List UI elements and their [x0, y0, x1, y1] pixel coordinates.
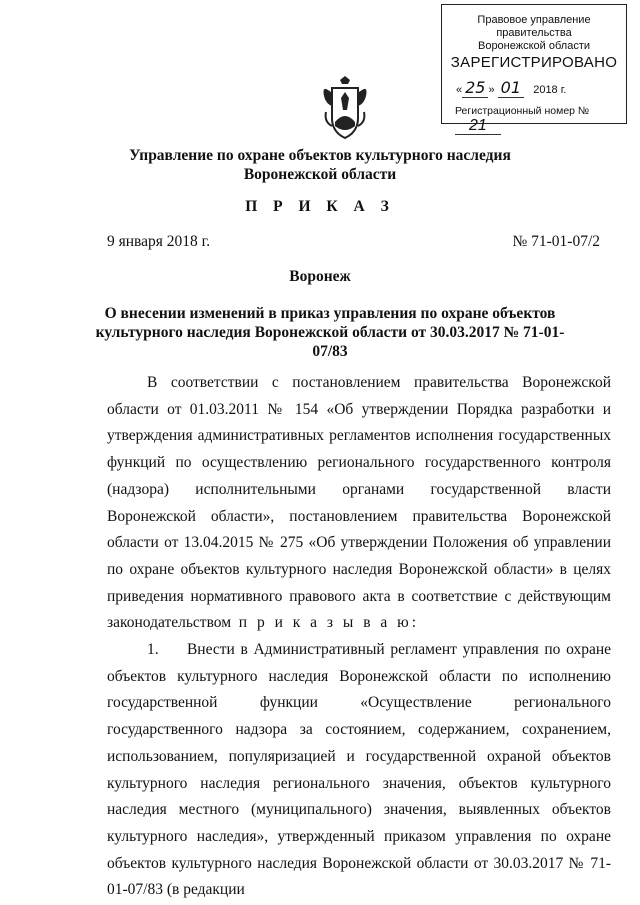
stamp-date-month: 01 [498, 78, 524, 98]
subject-line1: О внесении изменений в приказ управления по охране объектов [104, 305, 556, 322]
document-city: Воронеж [289, 268, 351, 285]
stamp-reg-number [455, 105, 626, 135]
preamble-text: В соответствии с постановлением правительства Воронежской области от 01.03.2011 № 154 «Об утверждении Порядка разработки и утверждения административных регламентов исполнения государственных функций по осуществлению регионального государственного контроля (надзора) исполнительными органами государственной власти Воронежской области», постановлением правительства Воронежской области от 13.04.2015 № 275 «Об утверждении Положения об управлении по охране объектов культурного наследия Воронежской области» в целях приведения нормативного правового акта в соответствие с действующим законодательством [107, 374, 611, 632]
stamp-date: « 25 » 01 2018 г. [456, 78, 567, 97]
item-1-paragraph: 1. Внести в Административный регламент управления по охране объектов культурного наследия Воронежской области по исполнению государственной функции «Осуществление регионального государственного надзора за состоянием, содержанием, сохранением, использованием, популяризацией и государственной охраной объектов культурного наследия регионального значения, объектов культурного наследия местного (муниципального) значения, выявленных объектов культурного наследия», утвержденный приказом управления по охране объектов культурного наследия Воронежской области от 30.03.2017 № 71-01-07/83 (в редакции [107, 641, 615, 899]
agency-name [60, 146, 580, 184]
coat-of-arms-icon [320, 76, 370, 140]
subject-line2: культурного наследия Воронежской области от 30.03.2017 № 71-01-07/83 [95, 324, 565, 360]
document-subject [95, 304, 565, 361]
stamp-reg-label: Регистрационный номер № [455, 105, 590, 117]
document-number: № 71-01-07/2 [512, 233, 600, 250]
stamp-reg-value: 21 [455, 117, 501, 135]
stamp-date-year: 2018 г. [533, 84, 567, 96]
document-body [107, 370, 615, 904]
agency-line1: Управление по охране объектов культурного наследия [129, 147, 511, 164]
document-type: П Р И К А З [245, 198, 395, 215]
registration-stamp [441, 4, 627, 134]
order-word: п р и к а з ы в а ю: [238, 614, 420, 632]
document-date: 9 января 2018 г. [107, 233, 211, 250]
stamp-org-line2: Воронежской области [477, 40, 590, 52]
preamble-paragraph [107, 370, 611, 637]
stamp-organization [442, 14, 626, 53]
stamp-date-day: 25 [462, 78, 488, 98]
stamp-org-line1: Правовое управление правительства [477, 14, 591, 39]
stamp-registered-label: ЗАРЕГИСТРИРОВАНО [450, 54, 618, 71]
agency-line2: Воронежской области [243, 166, 397, 183]
